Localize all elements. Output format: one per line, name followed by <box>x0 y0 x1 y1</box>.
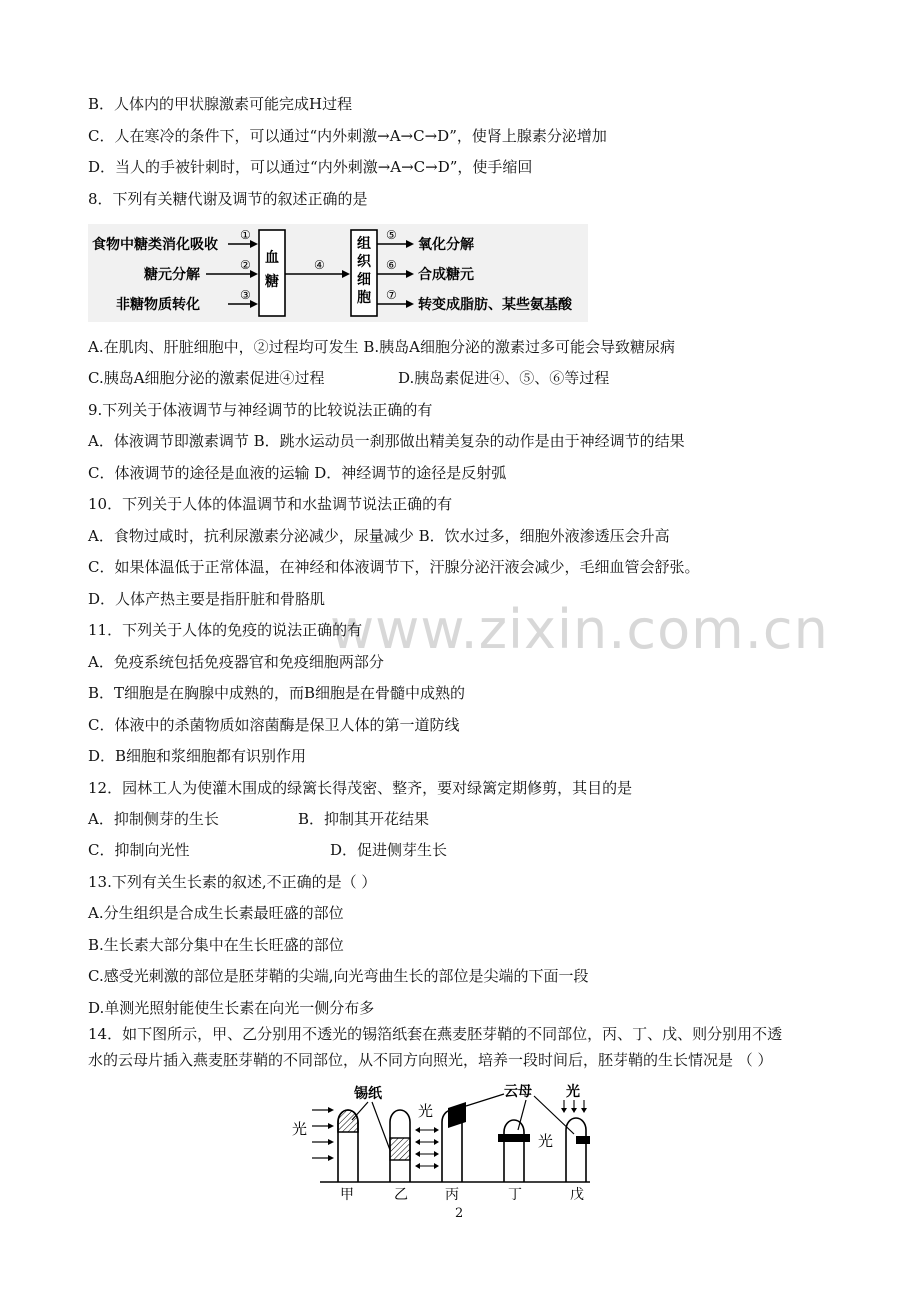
svg-text:织: 织 <box>357 254 371 270</box>
q13-option-b: B.生长素大部分集中在生长旺盛的部位 <box>88 936 344 954</box>
output-3: 转变成脂肪、某些氨基酸 <box>418 297 572 313</box>
q10-option-d: D．人体产热主要是指肝脏和骨胳肌 <box>88 590 326 608</box>
light-label-wu-side: 光 <box>538 1132 554 1150</box>
num-1: ① <box>240 228 251 242</box>
q9-options-ab: A．体液调节即激素调节 B．跳水运动员一刹那做出精美复杂的动作是由于神经调节的结果 <box>88 432 685 450</box>
source-3: 非糖物质转化 <box>116 297 200 313</box>
num-4: ④ <box>314 258 325 272</box>
q13-option-c: C.感受光刺激的部位是胚芽鞘的尖端,向光弯曲生长的部位是尖端的下面一段 <box>88 967 589 985</box>
seedling-label-jia: 甲 <box>340 1187 354 1202</box>
q7-option-d: D．当人的手被针刺时，可以通过“内外刺激→A→C→D”，使手缩回 <box>88 158 533 176</box>
sugar-metabolism-diagram <box>88 224 588 322</box>
q7-option-c: C．人在寒冷的条件下，可以通过“内外刺激→A→C→D”，使肾上腺素分泌增加 <box>88 127 607 145</box>
q11-option-b: B．T细胞是在胸腺中成熟的，而B细胞是在骨髓中成熟的 <box>88 684 466 702</box>
q10-options-ab: A．食物过咸时，抗利尿激素分泌减少，尿量减少 B．饮水过多，细胞外液渗透压会升高 <box>88 527 670 545</box>
q7-option-b: B．人体内的甲状腺激素可能完成H过程 <box>88 95 353 113</box>
svg-text:组: 组 <box>357 236 371 252</box>
num-5: ⑤ <box>386 228 397 242</box>
light-label-jia: 光 <box>292 1120 308 1138</box>
coleoptile-figure <box>290 1082 610 1202</box>
output-1: 氧化分解 <box>418 237 474 253</box>
q8-option-d: D.胰岛素促进④、⑤、⑥等过程 <box>398 369 610 387</box>
q13-stem: 13.下列有关生长素的叙述,不正确的是（ ） <box>88 873 377 891</box>
q13-option-d: D.单测光照射能使生长素在向光一侧分布多 <box>88 999 375 1017</box>
q10-stem: 10．下列关于人体的体温调节和水盐调节说法正确的有 <box>88 495 453 513</box>
num-7: ⑦ <box>386 288 397 302</box>
q8-option-c: C.胰岛A细胞分泌的激素促进④过程 <box>88 369 325 387</box>
svg-text:胞: 胞 <box>357 290 371 306</box>
seedling-label-bing: 丙 <box>445 1187 459 1202</box>
tinfoil-label: 锡纸 <box>354 1086 382 1102</box>
num-2: ② <box>240 258 251 272</box>
q11-stem: 11．下列关于人体的免疫的说法正确的有 <box>88 621 363 639</box>
q12-option-d: D．促进侧芽生长 <box>330 841 448 859</box>
seedling-label-yi: 乙 <box>394 1187 408 1202</box>
q11-option-a: A．免疫系统包括免疫器官和免疫细胞两部分 <box>88 653 384 671</box>
q12-stem: 12．园林工人为使灌木围成的绿篱长得茂密、整齐，要对绿篱定期修剪，其目的是 <box>88 779 633 797</box>
light-label-bing: 光 <box>418 1102 434 1120</box>
q9-options-cd: C．体液调节的途径是血液的运输 D．神经调节的途径是反射弧 <box>88 464 507 482</box>
q12-option-b: B．抑制其开花结果 <box>298 810 430 828</box>
q10-option-c: C．如果体温低于正常体温，在神经和体液调节下，汗腺分泌汗液会减少，毛细血管会舒张。 <box>88 558 700 576</box>
q14-stem-2: 水的云母片插入燕麦胚芽鞘的不同部位，从不同方向照光，培养一段时间后，胚芽鞘的生长情况是 （ ） <box>88 1051 773 1069</box>
num-3: ③ <box>240 288 251 302</box>
q9-stem: 9.下列关于体液调节与神经调节的比较说法正确的有 <box>88 401 433 419</box>
blood-char-1: 血 <box>265 250 279 266</box>
q13-option-a: A.分生组织是合成生长素最旺盛的部位 <box>88 904 344 922</box>
blood-char-2: 糖 <box>265 274 279 290</box>
source-1: 食物中糖类消化吸收 <box>92 237 218 253</box>
svg-text:细: 细 <box>357 272 371 288</box>
q14-stem-1: 14．如下图所示，甲、乙分别用不透光的锡箔纸套在燕麦胚芽鞘的不同部位，丙、丁、戊、则分别用不透 <box>88 1025 783 1043</box>
q12-option-a: A．抑制侧芽的生长 <box>88 810 219 828</box>
q11-option-d: D．B细胞和浆细胞都有识别作用 <box>88 747 307 765</box>
output-2: 合成糖元 <box>418 267 474 283</box>
light-label-wu-top: 光 <box>566 1084 580 1100</box>
source-2: 糖元分解 <box>144 267 200 283</box>
q12-option-c: C．抑制向光性 <box>88 841 190 859</box>
seedling-label-wu: 戊 <box>570 1187 584 1202</box>
mica-label: 云母 <box>504 1084 532 1100</box>
q11-option-c: C．体液中的杀菌物质如溶菌酶是保卫人体的第一道防线 <box>88 716 460 734</box>
watermark: www.zixin.com.cn <box>330 598 829 661</box>
q8-options-ab: A.在肌肉、肝脏细胞中，②过程均可发生 B.胰岛A细胞分泌的激素过多可能会导致糖尿病 <box>88 338 675 356</box>
page-number: 2 <box>455 1206 464 1221</box>
q8-stem: 8．下列有关糖代谢及调节的叙述正确的是 <box>88 190 368 208</box>
num-6: ⑥ <box>386 258 397 272</box>
seedling-label-ding: 丁 <box>508 1187 522 1202</box>
